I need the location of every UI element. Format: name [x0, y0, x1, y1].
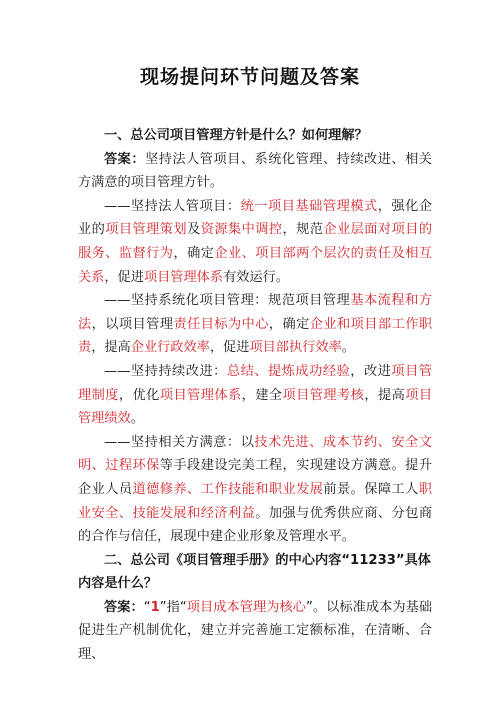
body-text: 前景。保障工人	[323, 481, 419, 497]
body-text: ”。以标准成本为基础促进生产机制优化，建立并完善施工定额标准，在清晰、合理、	[78, 599, 433, 663]
answer-label: 答案：	[104, 151, 146, 167]
body-text: 。加强与优秀供应商、分包商的合作与信任，展现中建企业形象及管理水平。	[78, 505, 433, 545]
highlighted-text: 统一项目基础管理模式	[240, 198, 378, 214]
highlighted-text: 职业安全、技能发展和经济利益	[78, 481, 433, 521]
highlighted-text: 企业行政效率	[130, 340, 210, 356]
highlighted-text: 技术先进、成本节约、安全文明、过程环保	[78, 434, 433, 474]
answer-text: 坚持法人管项目、系统化管理、持续改进、相关方满意的项目管理方针。	[78, 151, 432, 191]
body-text: ”指“	[159, 599, 187, 615]
question-2-answer	[78, 596, 432, 667]
paragraph-stakeholder-satisfaction	[78, 431, 432, 549]
highlighted-text: 项目管理制度	[78, 363, 433, 403]
body-text: ——坚持系统化项目管理：规范项目管理	[104, 293, 351, 309]
body-text: ，确定	[173, 245, 215, 261]
body-text: 答案：	[104, 599, 144, 615]
highlighted-text: 项目管理体系	[143, 269, 224, 285]
body-text: ，提高	[91, 340, 131, 356]
body-text: 等手段建设完美工程，实现建设方满意。提升企业人员	[78, 458, 433, 497]
body-text: ，强化企业的	[78, 198, 433, 238]
highlighted-text: 项目部执行效率	[249, 340, 342, 356]
highlighted-text: 项目管理绩效	[78, 387, 433, 427]
highlighted-text: 项目管理考核	[282, 387, 365, 403]
highlighted-text: 企业层面对项目的服务、监督行为	[78, 222, 433, 261]
body-text: ——坚持相关方满意：以	[104, 434, 255, 450]
body-text: ，促进	[209, 340, 250, 356]
body-text: ——坚持法人管项目：	[104, 198, 241, 214]
body-text: 及	[187, 222, 201, 238]
body-text: 。	[130, 411, 144, 427]
question-2-heading: 二、总公司《项目管理手册》的中心内容“11233”具体内容是什么？	[78, 552, 431, 592]
highlighted-text: 资源集中调控	[200, 222, 283, 238]
highlighted-text: 基本流程和方法	[78, 293, 433, 332]
body-text: ，确定	[268, 316, 310, 332]
highlighted-text: 企业、项目部两个层次的责任及相互关系	[78, 245, 433, 285]
paragraph-legal-person	[78, 195, 432, 289]
body-text: ，优化	[118, 387, 160, 403]
body-text: ，规范	[282, 222, 324, 238]
body-text: 有效运行。	[223, 269, 289, 285]
highlighted-text: 1	[150, 599, 160, 615]
highlighted-text: 企业和项目部工作职责	[78, 316, 433, 356]
highlighted-text: 道德修养、工作技能和职业发展	[132, 481, 324, 497]
paragraph-systematic	[78, 289, 432, 360]
highlighted-text: 总结、提炼成功经验	[226, 363, 351, 379]
paragraph-continuous-improvement	[78, 360, 432, 431]
highlighted-text: 项目管理体系	[159, 387, 242, 403]
highlighted-text: 项目成本管理为核心	[186, 599, 306, 615]
body-text: “	[143, 599, 151, 615]
body-text: ，以项目管理	[91, 316, 174, 332]
document-body	[78, 124, 432, 667]
question-1-heading: 一、总公司项目管理方针是什么？如何理解？	[104, 128, 368, 143]
body-text: ，促进	[104, 269, 144, 285]
body-text: ，改进	[350, 363, 392, 379]
page-title: 现场提问环节问题及答案	[139, 66, 360, 88]
highlighted-text: 项目管理策划	[105, 222, 188, 238]
highlighted-text: 责任目标为中心	[173, 316, 269, 332]
question-1-answer	[78, 148, 432, 195]
body-text: ，建全	[241, 387, 283, 403]
body-text: 。	[341, 340, 355, 356]
body-text: ，提高	[364, 387, 406, 403]
body-text: ——坚持持续改进：	[104, 363, 227, 379]
